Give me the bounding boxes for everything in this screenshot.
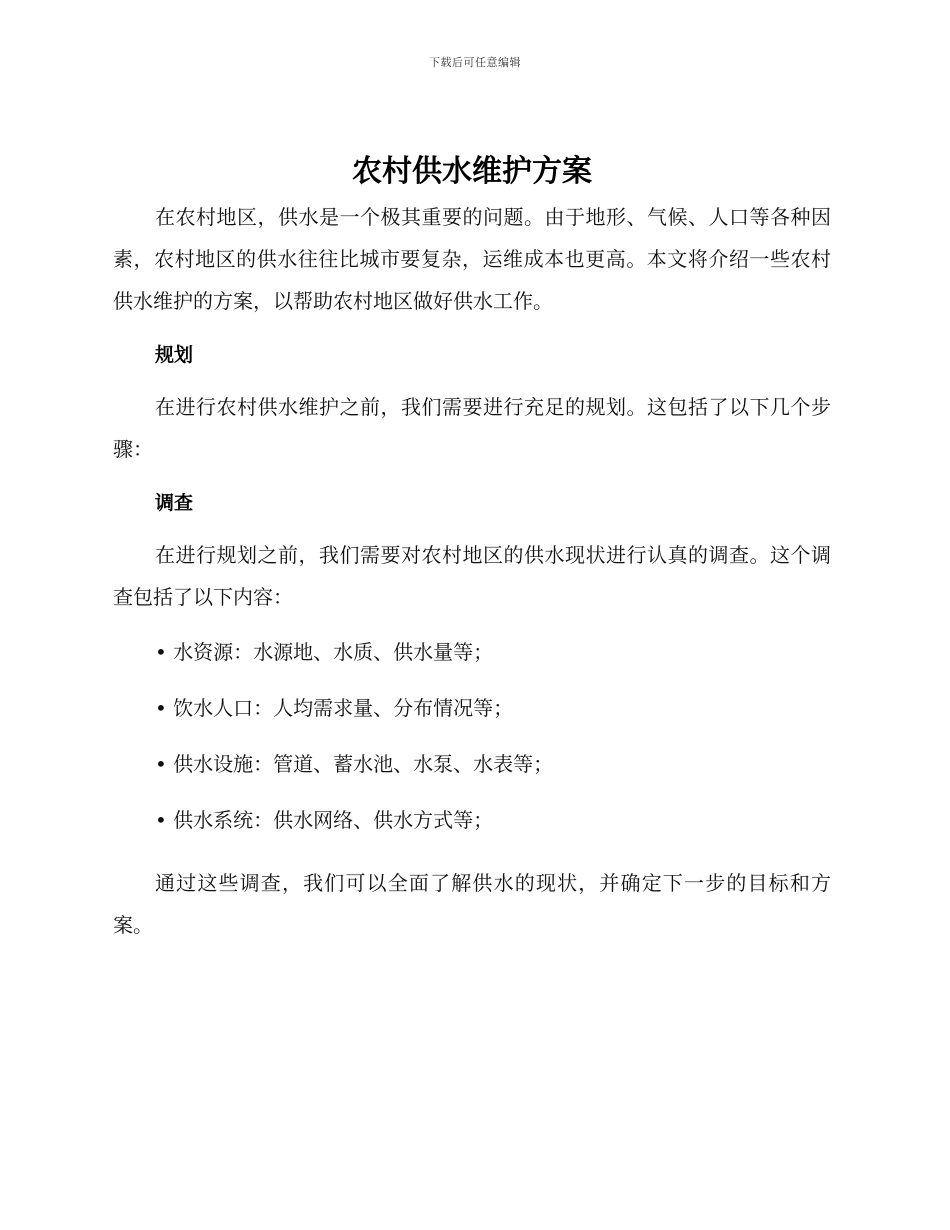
header-note: 下载后可任意编辑 [429,56,521,69]
document-title: 农村供水维护方案 [352,154,592,189]
list-item: • 供水系统：供水网络、供水方式等； [155,808,494,832]
section-heading-survey: 调查 [155,492,194,514]
planning-paragraph: 在进行农村供水维护之前，我们需要进行充足的规划。这包括了以下几个步骤： [113,395,831,461]
section-heading-planning: 规划 [155,344,194,366]
survey-list [113,638,831,834]
list-item: • 饮水人口：人均需求量、分布情况等； [155,696,514,720]
survey-paragraph: 在进行规划之前，我们需要对农村地区的供水现状进行认真的调查。这个调查包括了以下内容： [113,543,831,609]
list-item: • 供水设施：管道、蓄水池、水泵、水表等； [155,752,554,776]
intro-paragraph: 在农村地区，供水是一个极其重要的问题。由于地形、气候、人口等各种因素，农村地区的供水往往比城市要复杂，运维成本也更高。本文将介绍一些农村供水维护的方案，以帮助农村地区做好供水工作。 [113,205,831,313]
conclusion-paragraph: 通过这些调查，我们可以全面了解供水的现状，并确定下一步的目标和方案。 [113,871,831,937]
document-body [113,150,831,946]
list-item: • 水资源：水源地、水质、供水量等； [155,640,494,664]
